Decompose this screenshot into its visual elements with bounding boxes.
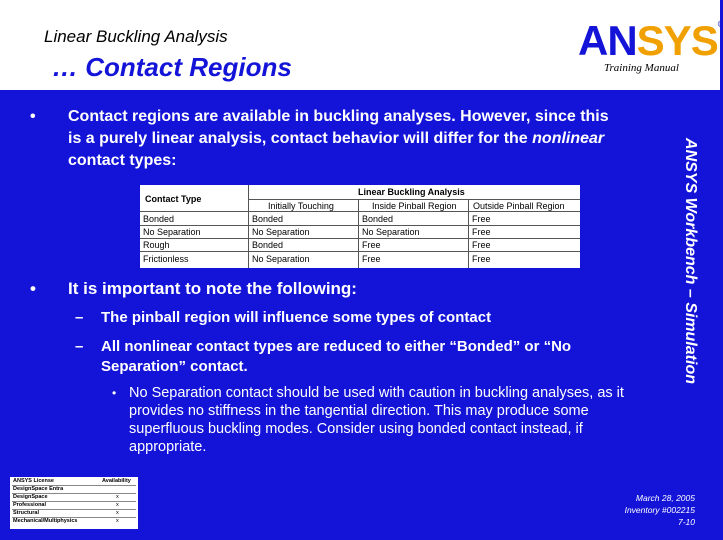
table-cell: Free [472, 240, 491, 250]
caution-note: • No Separation contact should be used with caution in buckling analyses, as it provides no stiffness in the tangential direction. This may produce some superfluous buckling modes. Consider using bonded contact instead, if appropriate. [112, 385, 624, 455]
table-cell: Rough [143, 240, 170, 250]
footer-date: March 28, 2005 [635, 493, 695, 503]
license-availability-table: ANSYS License Availability DesignSpace Entra DesignSpace x Professional x Structural x Mechanical/Multiphysics x [10, 477, 138, 529]
table-header-contact-type: Contact Type [145, 194, 202, 204]
footer-page-number: 7-10 [677, 517, 695, 527]
slide-footer [625, 492, 695, 528]
table-cell: Free [362, 254, 381, 264]
slide-category: Linear Buckling Analysis [44, 27, 228, 46]
table-cell: Bonded [143, 214, 175, 224]
dash-icon: – [75, 309, 84, 326]
table-cell: No Separation [252, 254, 310, 264]
ansys-logo: ANSYS® [578, 17, 723, 64]
table-cell: Free [472, 227, 491, 237]
table-cell: Bonded [252, 214, 284, 224]
dash-icon: – [75, 338, 84, 355]
table-subheader: Inside Pinball Region [372, 201, 457, 211]
contact-type-table [140, 185, 580, 268]
table-cell: Free [472, 254, 491, 264]
subbullet-pinball: – The pinball region will influence some types of contact [75, 309, 492, 326]
vertical-sidebar-title: ANSYS Workbench – Simulation [682, 138, 699, 384]
header-bar [0, 0, 723, 90]
table-cell: Frictionless [143, 254, 189, 264]
bullet-important-note: • It is important to note the following: [30, 279, 357, 298]
subbullet-nonlinear: – All nonlinear contact types are reduced to either “Bonded” or “No Separation” contact. [75, 338, 572, 375]
table-cell: Free [362, 240, 381, 250]
table-subheader: Outside Pinball Region [473, 201, 565, 211]
table-subheader: Initially Touching [268, 201, 334, 211]
table-cell: No Separation [362, 227, 420, 237]
bullet-contact-regions: • Contact regions are available in buckling analyses. However, since this is a purely linear analysis, contact behavior will differ for the nonlinear contact types: [30, 108, 609, 169]
training-manual-label: Training Manual [604, 62, 679, 74]
table-cell: No Separation [143, 227, 201, 237]
table-cell: Bonded [362, 214, 394, 224]
footer-inventory: Inventory #002215 [624, 505, 695, 515]
bullet-icon: • [112, 386, 117, 400]
bullet-icon: • [30, 108, 36, 125]
table-header-group: Linear Buckling Analysis [358, 187, 465, 197]
slide-title: … Contact Regions [52, 52, 292, 82]
table-cell: No Separation [252, 227, 310, 237]
table-cell: Free [472, 214, 491, 224]
table-cell: Bonded [252, 240, 284, 250]
bullet-icon: • [30, 279, 36, 298]
